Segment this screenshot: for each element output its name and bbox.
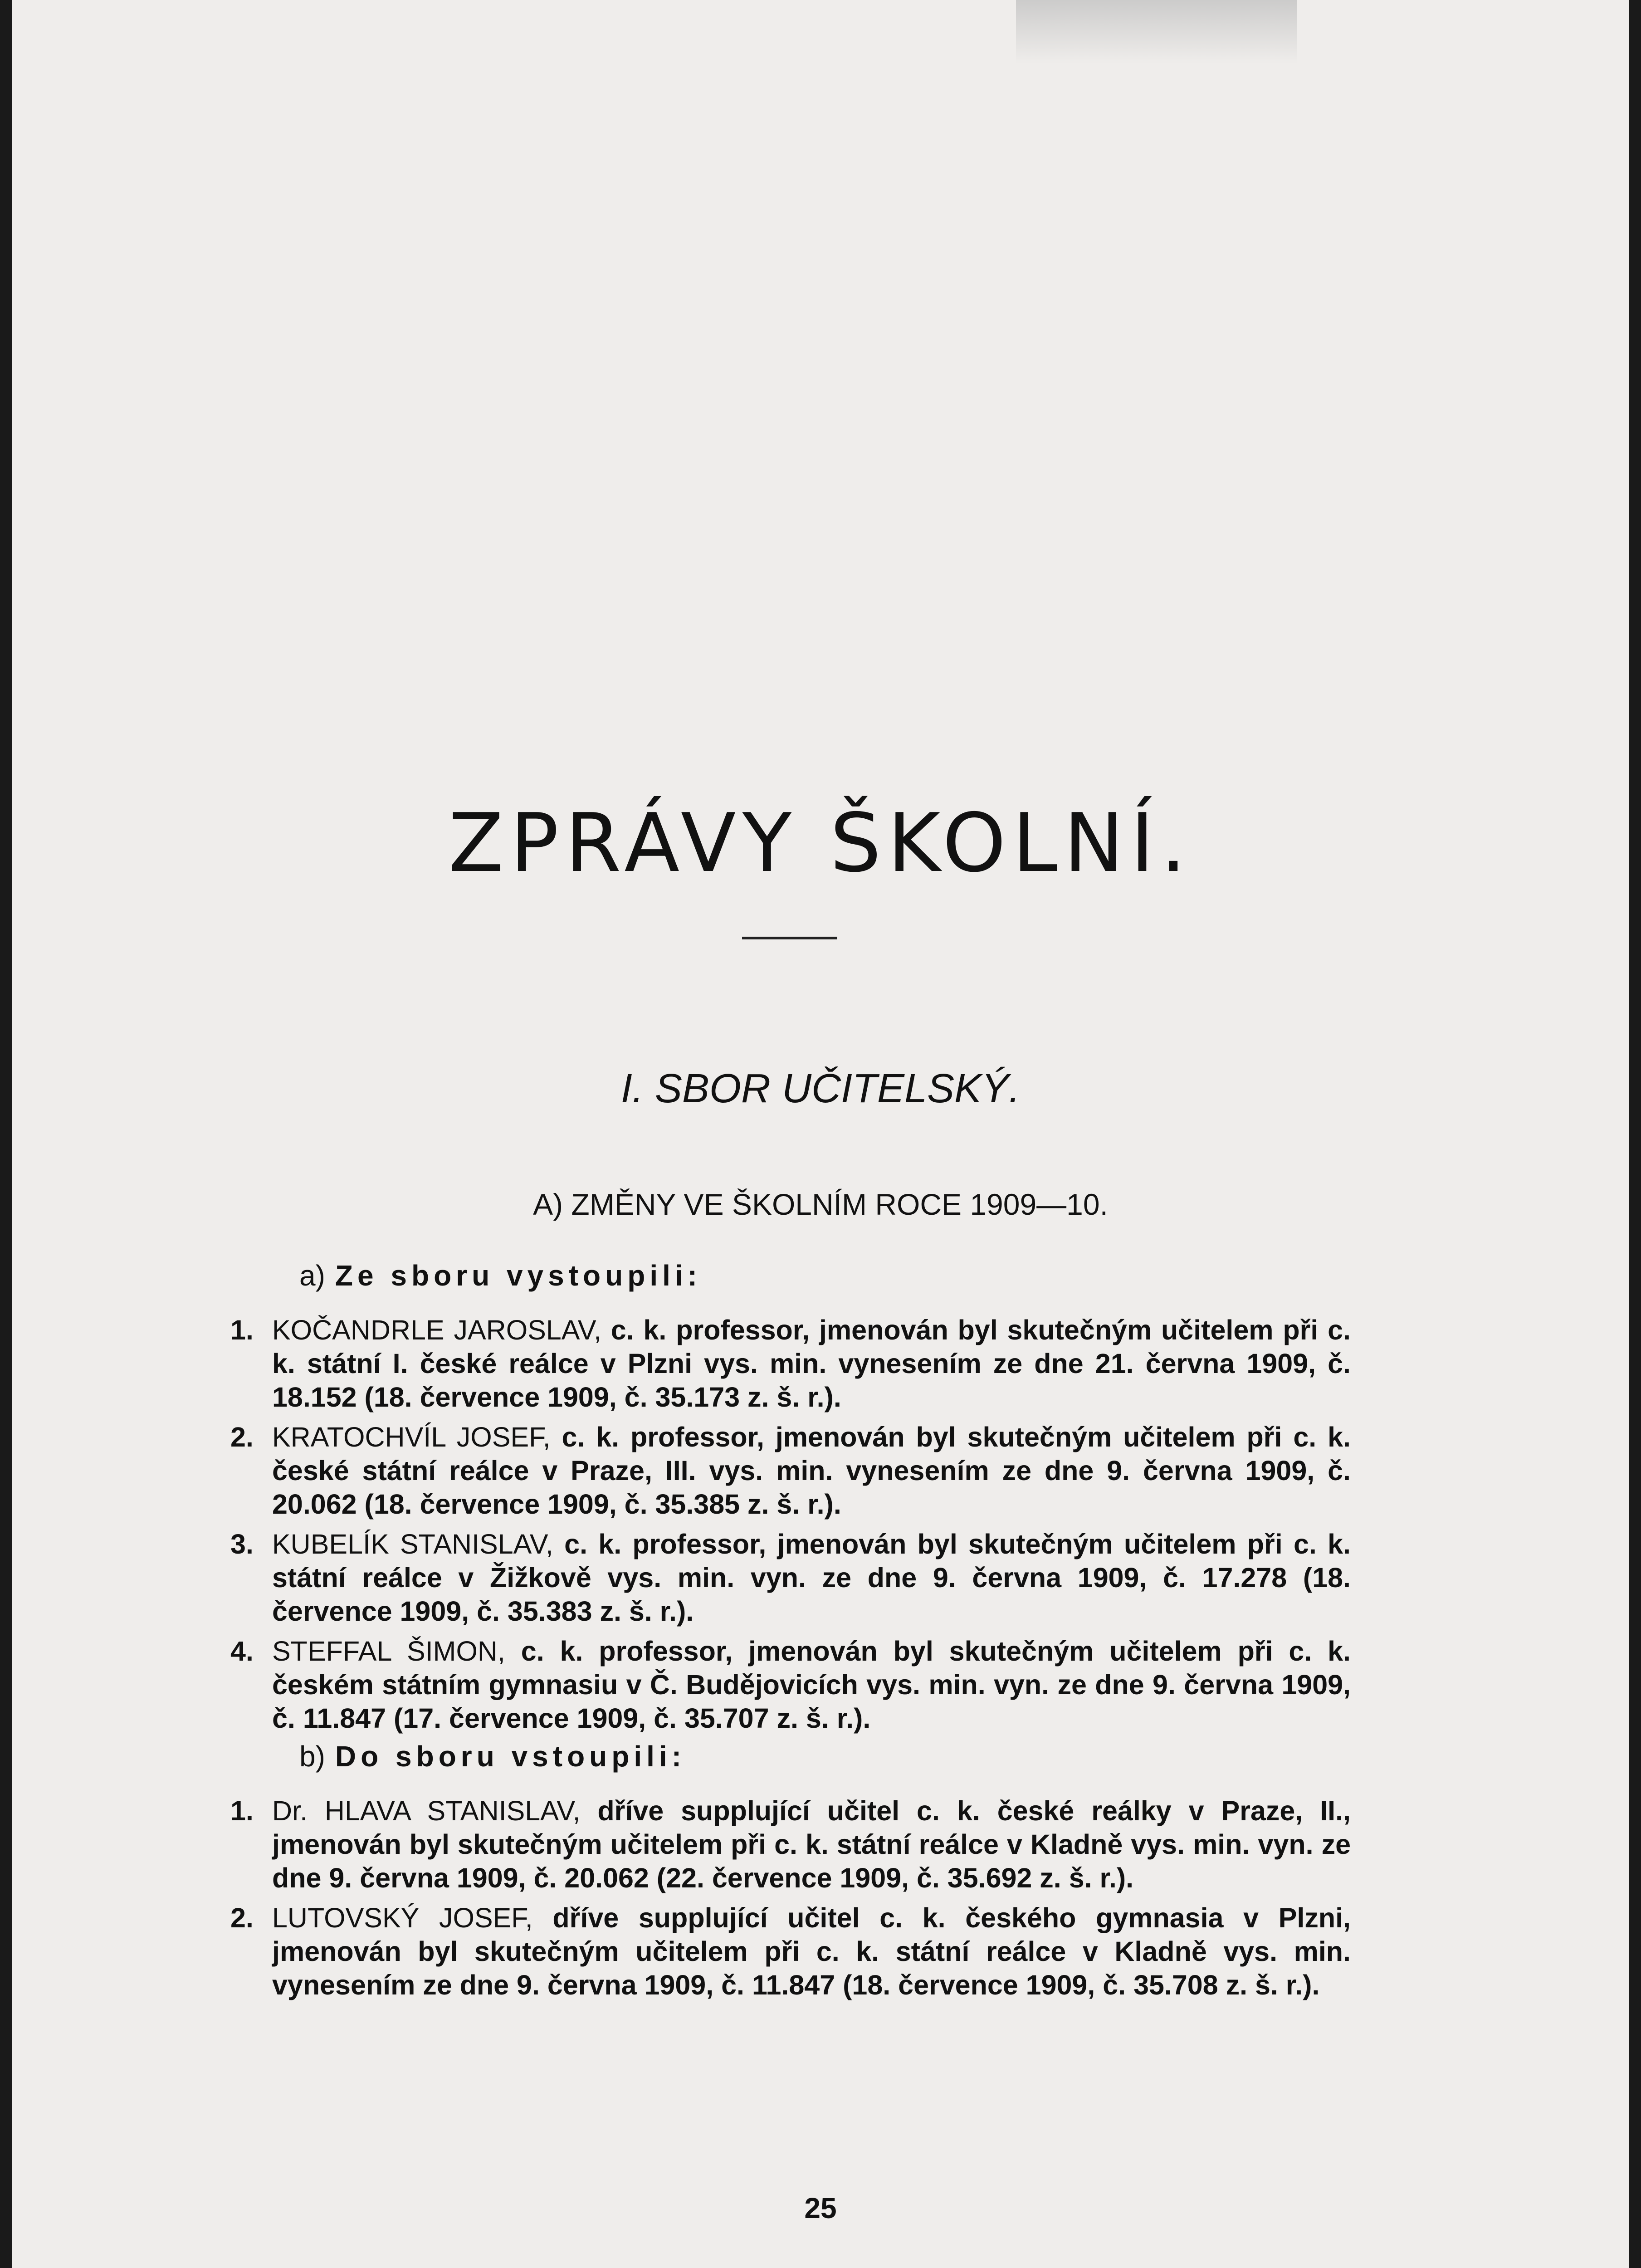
entry-number: 2.	[230, 1902, 254, 1933]
list-item	[230, 1420, 1351, 1521]
entry-body	[272, 1420, 1351, 1521]
entry-name: KUBELÍK STANISLAV,	[272, 1529, 553, 1559]
entry-body	[272, 1794, 1351, 1895]
list-item	[230, 1527, 1351, 1628]
entry-body	[272, 1901, 1351, 2002]
list-item	[230, 1634, 1351, 1735]
page-number: 25	[804, 2192, 837, 2224]
entry-text: c. k. professor, jmenován byl skutečným učitelem při c. k. státní I. české reálce v Plzni vys. min. vynesením ze dne 21. června 1909, č. 18.152 (18. července 1909, č. 35.173 z. š. r.).	[272, 1315, 1351, 1413]
entry-name: Dr. HLAVA STANISLAV,	[272, 1795, 581, 1826]
title-divider	[742, 937, 837, 939]
entry-number: 1.	[230, 1315, 254, 1345]
page-title: ZPRÁVY ŠKOLNÍ.	[448, 796, 1193, 890]
entry-name: LUTOVSKÝ JOSEF,	[272, 1902, 533, 1933]
entry-text: dříve supplující učitel c. k. české reálky v Praze, II., jmenován byl skutečným učitelem při c. k. státní reálce v Kladně vys. min. vyn. ze dne 9. června 1909, č. 20.062 (22. července 1909, č. 35.692 z. š. r.).	[272, 1795, 1351, 1893]
entry-text: c. k. professor, jmenován byl skutečným učitelem při c. k. českém státním gymnasiu v Č. Budějovicích vys. min. vyn. ze dne 9. června 1909, č. 11.847 (17. července 1909, č. 35.707 z. š. r.).	[272, 1636, 1351, 1734]
scan-left-edge	[0, 0, 12, 2268]
entry-text: dříve supplující učitel c. k. českého gymnasia v Plzni, jmenován byl skutečným učitelem při c. k. státní reálce v Kladně vys. min. vynesením ze dne 9. června 1909, č. 11.847 (18. července 1909, č. 35.708 z. š. r.).	[272, 1902, 1351, 2000]
subsection-title: A) ZMĚNY VE ŠKOLNÍM ROCE 1909—10.	[533, 1188, 1108, 1221]
entry-body	[272, 1527, 1351, 1628]
left-group-list	[230, 1313, 1351, 1741]
left-group-label: Ze sboru vystoupili:	[335, 1259, 702, 1292]
entry-body	[272, 1313, 1351, 1414]
joined-group-list	[230, 1794, 1351, 2008]
section-title: I. SBOR UČITELSKÝ.	[620, 1066, 1021, 1111]
entry-number: 1.	[230, 1795, 254, 1826]
entry-name: STEFFAL ŠIMON,	[272, 1636, 505, 1667]
left-group-heading	[299, 1261, 702, 1290]
scan-top-mark	[1016, 0, 1297, 64]
joined-group-label: Do sboru vstoupili:	[335, 1740, 686, 1773]
entry-name: KRATOCHVÍL JOSEF,	[272, 1422, 551, 1452]
list-item	[230, 1901, 1351, 2002]
list-item	[230, 1313, 1351, 1414]
list-item	[230, 1794, 1351, 1895]
joined-group-heading	[299, 1742, 686, 1771]
joined-group-letter: b)	[299, 1740, 325, 1773]
entry-name: KOČANDRLE JAROSLAV,	[272, 1315, 601, 1345]
entry-text: c. k. professor, jmenován byl skutečným učitelem při c. k. státní reálce v Žižkově vys. min. vyn. ze dne 9. června 1909, č. 17.278 (18. července 1909, č. 35.383 z. š. r.).	[272, 1529, 1351, 1627]
entry-number: 3.	[230, 1529, 254, 1559]
scan-right-edge	[1629, 0, 1641, 2268]
entry-text: c. k. professor, jmenován byl skutečným učitelem při c. k. české státní reálce v Praze, III. vys. min. vynesením ze dne 9. června 1909, č. 20.062 (18. července 1909, č. 35.385 z. š. r.).	[272, 1422, 1351, 1520]
entry-body	[272, 1634, 1351, 1735]
left-group-letter: a)	[299, 1259, 325, 1292]
entry-number: 2.	[230, 1422, 254, 1452]
entry-number: 4.	[230, 1636, 254, 1667]
